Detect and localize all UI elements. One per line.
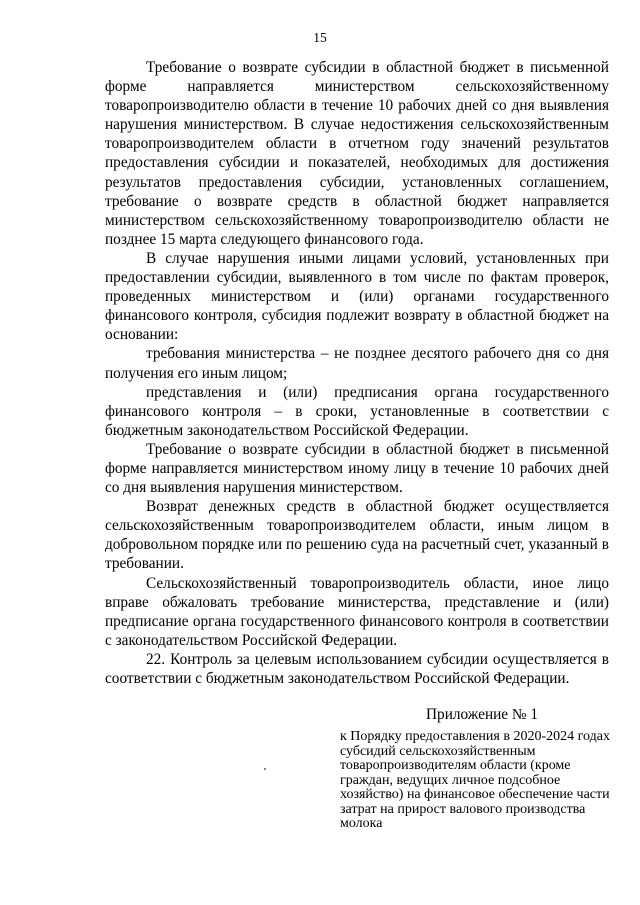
paragraph-control-body-order: представления и (или) предписания органа государственного финансового контроля – в сроки, установленные в соответствии с бюджетным законодательством Российской Федерации. bbox=[105, 383, 609, 439]
paragraph-other-persons-violation: В случае нарушения иными лицами условий, установленных при предоставлении субсидии, выявленного в том числе по фактам проверок, проведенных министерством и (или) органами государственного финансового контроля, субсидия подлежит возврату в областной бюджет на основании: bbox=[105, 249, 609, 344]
paragraph-repayment-demand: Требование о возврате субсидии в областной бюджет в письменной форме направляется министерством сельскохозяйственному товаропроизводителю области в течение 10 рабочих дней со дня выявления нарушения министерством. В случае недостижения сельскохозяйственным товаропроизводителем области в отчетном году значений результатов предоставления субсидии и показателей, необходимых для достижения результатов предоставления субсидии, установленных соглашением, требование о возврате средств в областной бюджет направляется министерством сельскохозяйственному товаропроизводителю области не позднее 15 марта следующего финансового года. bbox=[105, 59, 609, 248]
paragraph-right-to-appeal: Сельскохозяйственный товаропроизводитель области, иное лицо вправе обжаловать требование министерства, представление и (или) предписание органа государственного финансового контроля в соответствии с законодательством Российской Федерации. bbox=[105, 574, 609, 649]
appendix-caption: к Порядку предоставления в 2020-2024 годах субсидий сельскохозяйственным товаропроизводителям области (кроме граждан, ведущих личное подсобное хозяйство) на финансовое обеспечение части затрат на прирост валового производства молока bbox=[340, 729, 610, 831]
paragraph-demand-to-other-person: Требование о возврате субсидии в областной бюджет в письменной форме направляется министерством иному лицу в течение 10 рабочих дней со дня выявления нарушения министерством. bbox=[105, 440, 609, 497]
paragraph-ministry-demand: требования министерства – не позднее десятого рабочего дня со дня получения его иным лицом; bbox=[105, 345, 609, 382]
body-text bbox=[105, 58, 609, 688]
paragraph-clause-22: 22. Контроль за целевым использованием субсидии осуществляется в соответствии с бюджетным законодательством Российской Федерации. bbox=[105, 650, 609, 687]
appendix-title: Приложение № 1 bbox=[426, 706, 538, 723]
paragraph-funds-return: Возврат денежных средств в областной бюджет осуществляется сельскохозяйственным товаропроизводителем области, иным лицом в добровольном порядке или по решению суда на расчетный счет, указанный в требовании. bbox=[105, 498, 609, 573]
scan-artifact bbox=[264, 768, 266, 770]
page-number: 15 bbox=[313, 30, 327, 45]
